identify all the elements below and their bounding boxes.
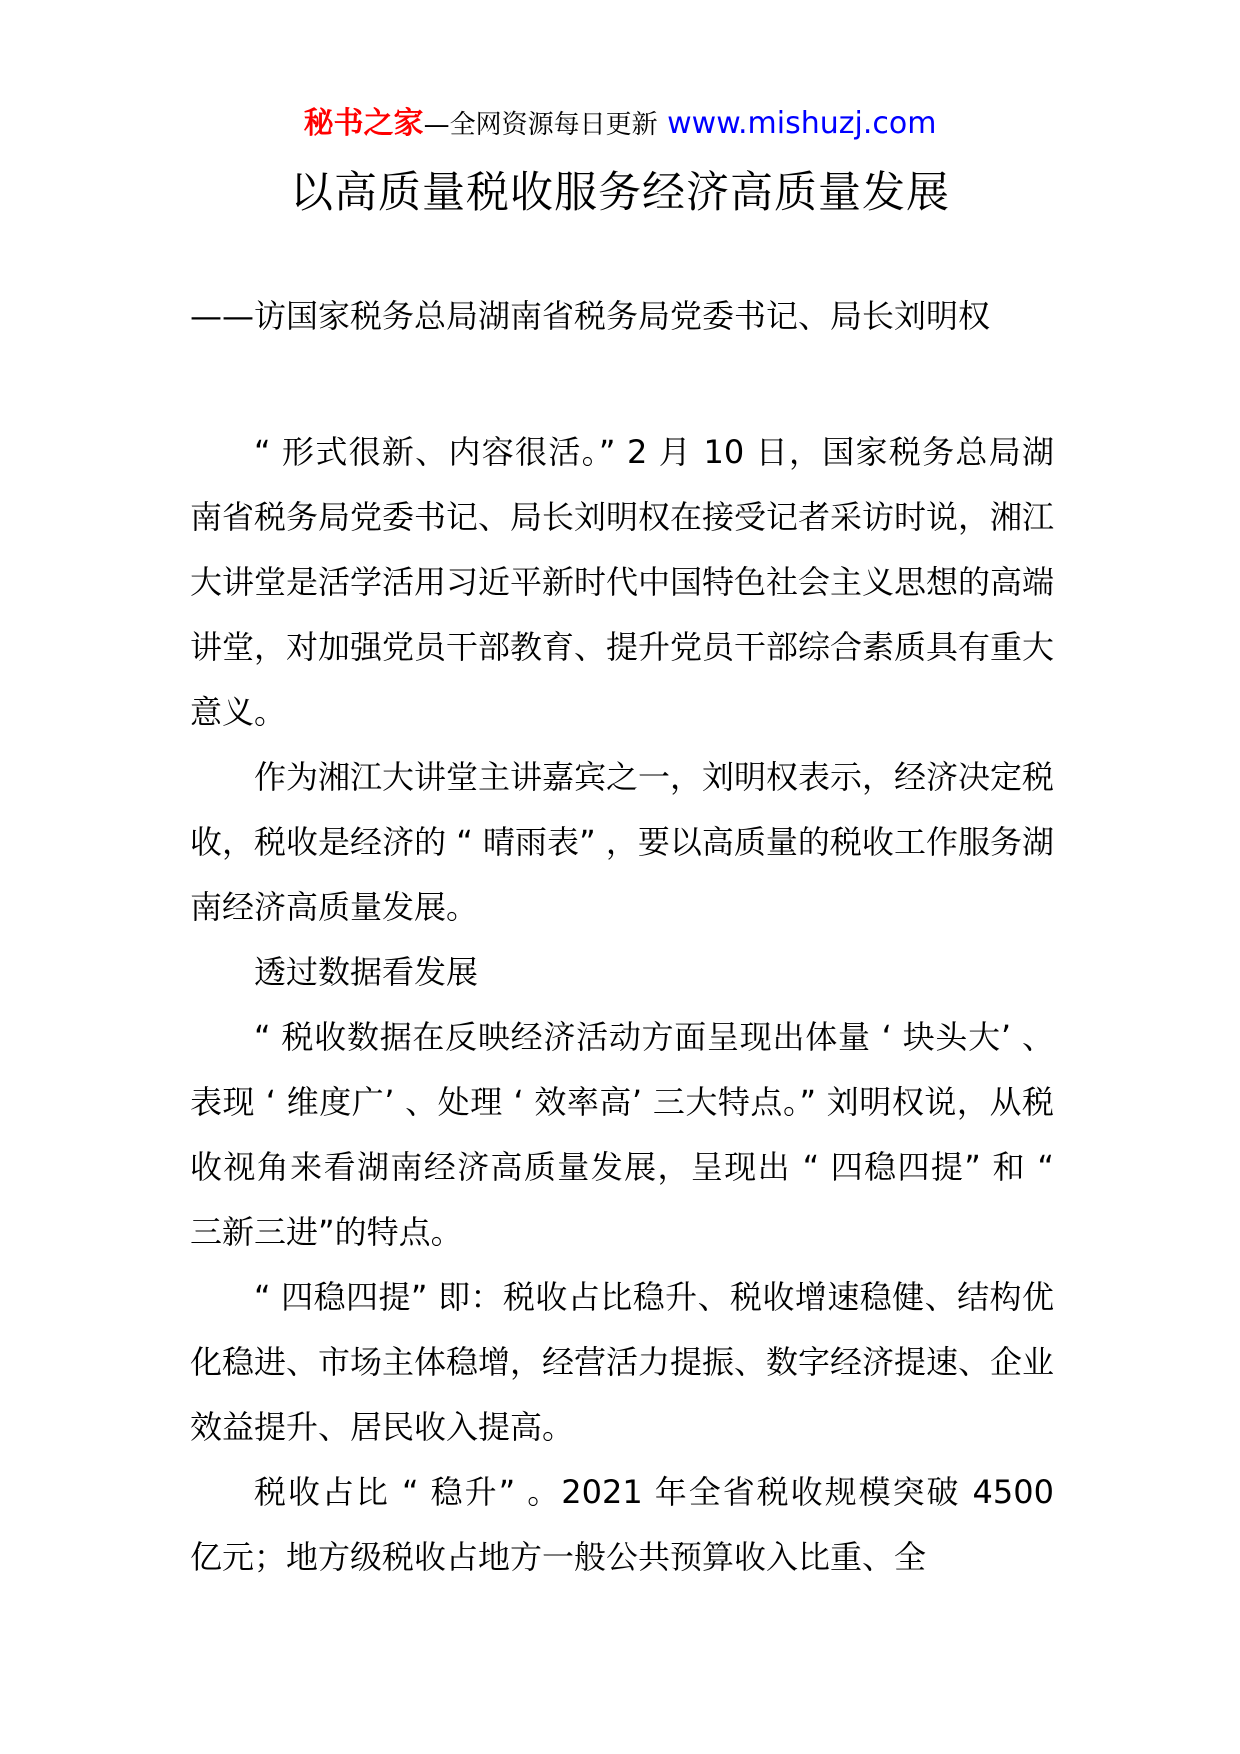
brand-slogan: —全网资源每日更新	[423, 110, 658, 140]
paragraph: “ 税收数据在反映经济活动方面呈现出体量 ‘ 块头大’ 、表现 ‘ 维度广’ 、处理 ‘ 效率高’ 三大特点。” 刘明权说，从税收视角来看湖南经济高质量发展，呈现出 “ 四稳四提” 和 “ 三新三进”的特点。	[190, 1018, 1054, 1251]
document-subtitle: ——访国家税务总局湖南省税务局党委书记、局长刘明权	[190, 297, 991, 335]
brand-name: 秘书之家	[303, 106, 424, 141]
paragraph: 作为湘江大讲堂主讲嘉宾之一，刘明权表示，经济决定税收，税收是经济的 “ 晴雨表” ，要以高质量的税收工作服务湖南经济高质量发展。	[190, 758, 1055, 926]
document-title: 以高质量税收服务经济高质量发展	[290, 168, 950, 218]
section-heading: 透过数据看发展	[254, 953, 479, 991]
watermark-header	[0, 100, 1240, 149]
paragraph: “ 四稳四提” 即：税收占比稳升、税收增速稳健、结构优化稳进、市场主体稳增，经营活力提振、数字经济提速、企业效益提升、居民收入提高。	[190, 1278, 1055, 1446]
paragraph: 税收占比 “ 稳升” 。2021 年全省税收规模突破 4500 亿元；地方级税收占地方一般公共预算收入比重、全	[190, 1473, 1054, 1576]
document-body	[190, 420, 1054, 1590]
paragraph: “ 形式很新、内容很活。” 2 月 10 日，国家税务总局湖南省税务局党委书记、局长刘明权在接受记者采访时说，湘江大讲堂是活学活用习近平新时代中国特色社会主义思想的高端讲堂，对加强党员干部教育、提升党员干部综合素质具有重大意义。	[190, 433, 1055, 731]
site-link[interactable]: www.mishuzj.com	[667, 106, 937, 141]
